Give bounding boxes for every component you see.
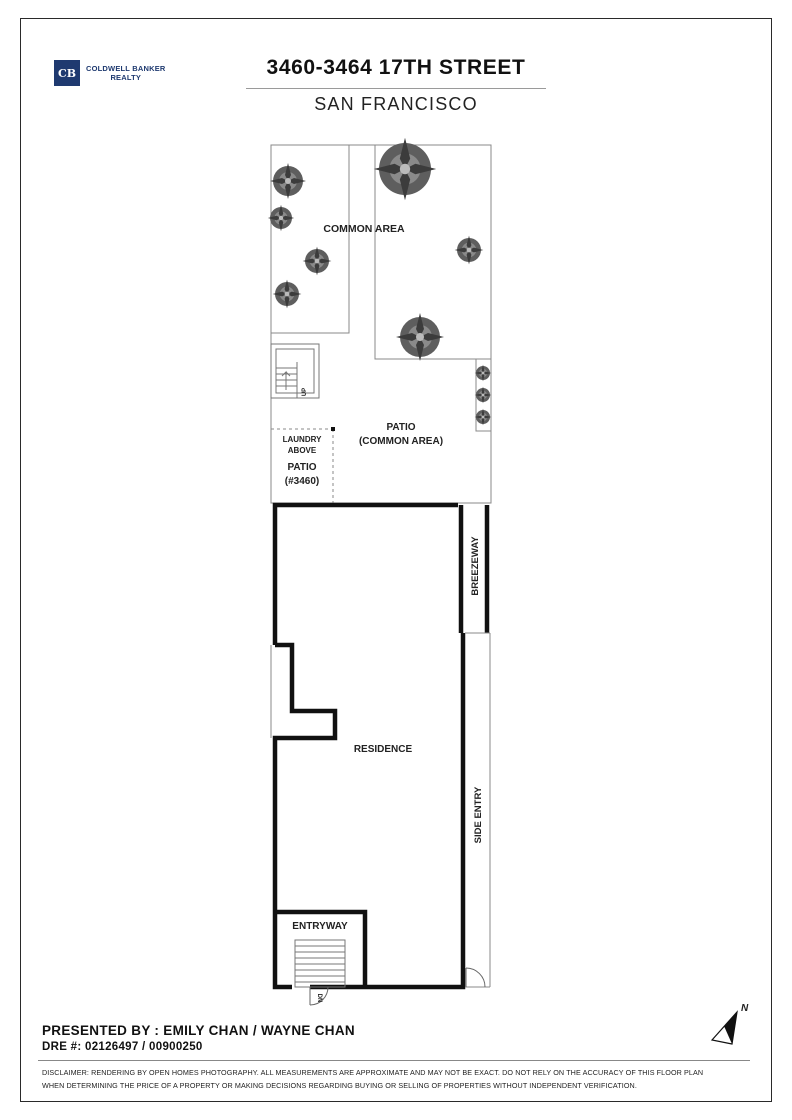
label-laundry-sub: ABOVE bbox=[287, 446, 317, 455]
logo-line-1: COLDWELL BANKER bbox=[86, 64, 166, 73]
label-entryway: ENTRYWAY bbox=[292, 921, 348, 932]
disclaimer-line-2: WHEN DETERMINING THE PRICE OF A PROPERTY OR MAKING DECISIONS REGARDING BUYING OR SELLING OF PROPERTIES WITHOUT INDEPENDENT VERIFICATION. bbox=[42, 1081, 637, 1090]
disclaimer-divider bbox=[38, 1060, 750, 1061]
presented-by: PRESENTED BY : EMILY CHAN / WAYNE CHAN bbox=[42, 1023, 355, 1038]
north-arrow-icon bbox=[712, 1003, 749, 1044]
label-side-entry: SIDE ENTRY bbox=[473, 786, 484, 844]
label-common-area: COMMON AREA bbox=[323, 223, 405, 235]
label-laundry: LAUNDRY bbox=[282, 435, 322, 444]
entry-stairs bbox=[295, 940, 345, 987]
logo-mark: CB bbox=[54, 60, 80, 86]
label-patio-unit-sub: (#3460) bbox=[284, 476, 320, 487]
label-patio-common: PATIO bbox=[386, 422, 416, 433]
disclaimer bbox=[42, 1066, 742, 1092]
label-breezeway: BREEZEWAY bbox=[470, 536, 481, 596]
compass-label: N bbox=[741, 1003, 749, 1014]
label-patio-unit: PATIO bbox=[287, 462, 317, 473]
label-stair-up: UP bbox=[302, 387, 308, 397]
dre-number: DRE #: 02126497 / 00900250 bbox=[42, 1041, 203, 1053]
post-marker bbox=[331, 427, 335, 431]
property-city: SAN FRANCISCO bbox=[314, 94, 478, 114]
logo-line-2: REALTY bbox=[110, 73, 142, 82]
label-patio-common-sub: (COMMON AREA) bbox=[358, 436, 444, 447]
exterior-stair bbox=[271, 344, 319, 398]
plant-icons bbox=[268, 138, 492, 426]
disclaimer-line-1: DISCLAIMER: RENDERING BY OPEN HOMES PHOTOGRAPHY. ALL MEASUREMENTS ARE APPROXIMATE AND MAY NOT BE EXACT. DO NOT RELY ON THE ACCURACY OF THIS FLOOR PLAN bbox=[42, 1068, 704, 1077]
label-stair-down: DN bbox=[316, 993, 322, 1003]
property-address: 3460-3464 17TH STREET bbox=[266, 56, 526, 79]
side-entry-door bbox=[466, 968, 485, 987]
label-residence: RESIDENCE bbox=[353, 744, 413, 755]
